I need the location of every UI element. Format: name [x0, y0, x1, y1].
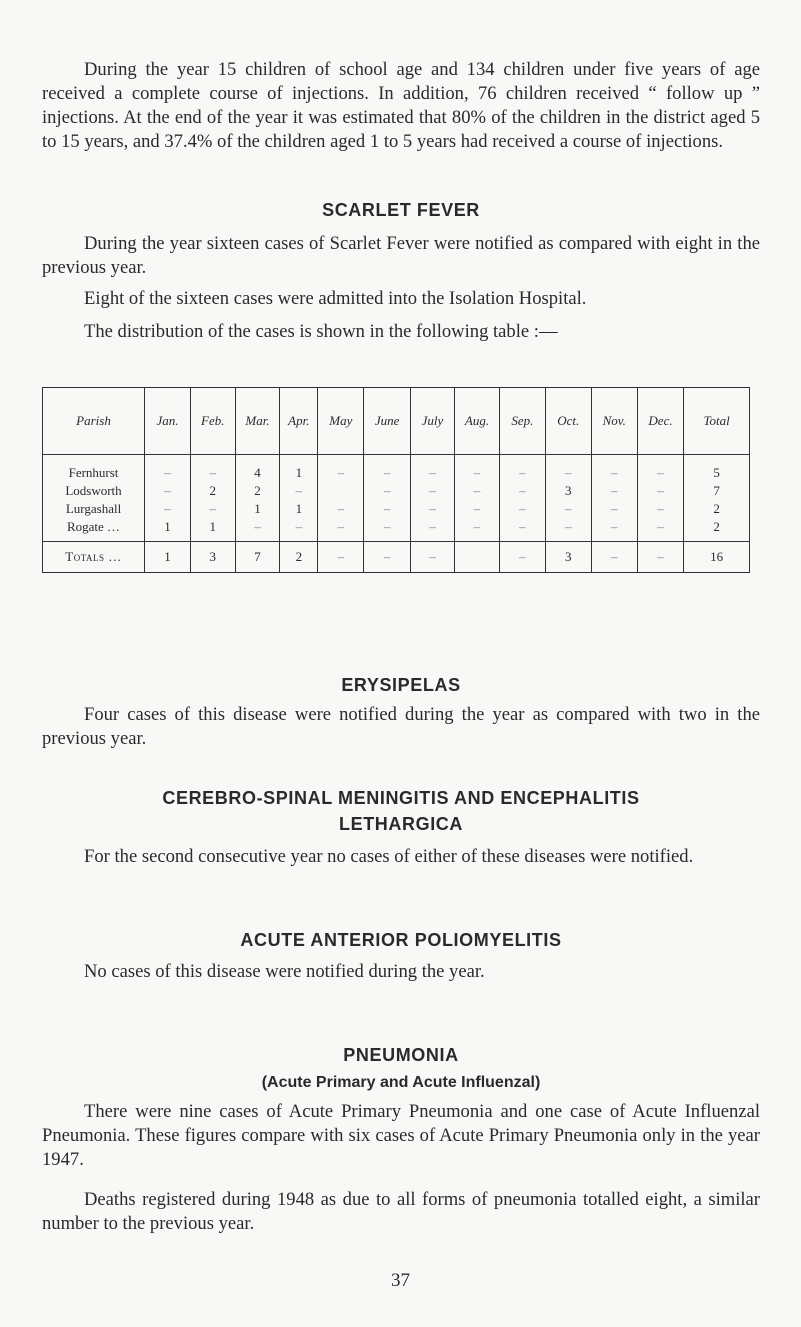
polio-heading: ACUTE ANTERIOR POLIOMYELITIS: [240, 930, 562, 950]
scarlet-fever-paragraph-2: Eight of the sixteen cases were admitted into the Isolation Hospital.: [84, 288, 587, 309]
table-row: [43, 481, 750, 499]
table-header-row: [43, 388, 750, 455]
table-cell: –: [455, 481, 500, 499]
table-cell: –: [145, 455, 191, 482]
table-cell: 1: [190, 517, 235, 542]
table-cell: 1: [280, 499, 318, 517]
parish-name: Lodsworth: [43, 481, 145, 499]
table-cell: –: [318, 499, 364, 517]
table-cell: –: [637, 517, 683, 542]
pneumonia-heading: PNEUMONIA: [343, 1045, 459, 1065]
table-cell: –: [364, 517, 410, 542]
table-cell: 1: [280, 455, 318, 482]
totals-cell: –: [318, 542, 364, 573]
totals-cell: 1: [145, 542, 191, 573]
table-cell: –: [455, 517, 500, 542]
table-header-13: Total: [684, 388, 750, 455]
totals-cell: 3: [545, 542, 591, 573]
scarlet-fever-heading: SCARLET FEVER: [322, 200, 480, 220]
table-cell: 3: [545, 481, 591, 499]
totals-cell: 3: [190, 542, 235, 573]
parish-name: Fernhurst: [43, 455, 145, 482]
table-cell: –: [410, 481, 454, 499]
pneumonia-paragraph-2: Deaths registered during 1948 as due to all forms of pneumonia totalled eight, a similar number to the previous year.: [42, 1189, 760, 1234]
parish-name: Rogate …: [43, 517, 145, 542]
table-cell: –: [318, 455, 364, 482]
erysipelas-paragraph: Four cases of this disease were notified during the year as compared with two in the previous year.: [42, 704, 760, 749]
table-cell: –: [637, 455, 683, 482]
page-number: 37: [391, 1270, 410, 1291]
totals-cell: –: [637, 542, 683, 573]
pneumonia-paragraph-1: There were nine cases of Acute Primary Pneumonia and one case of Acute Influenzal Pneumonia. These figures compare with six cases of Acute Primary Pneumonia only in the year 1947.: [42, 1101, 760, 1170]
table-header-0: Parish: [43, 388, 145, 455]
table-header-6: June: [364, 388, 410, 455]
table-header-1: Jan.: [145, 388, 191, 455]
table-cell: –: [410, 455, 454, 482]
table-cell: –: [190, 455, 235, 482]
table-cell: –: [410, 499, 454, 517]
table-cell: –: [364, 481, 410, 499]
table-cell: –: [318, 517, 364, 542]
table-header-7: July: [410, 388, 454, 455]
table-cell: –: [545, 499, 591, 517]
table-header-10: Oct.: [545, 388, 591, 455]
table-row: [43, 499, 750, 517]
table-cell: –: [591, 517, 637, 542]
totals-label: Totals …: [43, 542, 145, 573]
erysipelas-heading: ERYSIPELAS: [341, 675, 461, 695]
table-cell: 2: [684, 499, 750, 517]
table-cell: –: [637, 481, 683, 499]
polio-paragraph: No cases of this disease were notified during the year.: [84, 961, 485, 982]
table-header-12: Dec.: [637, 388, 683, 455]
table-cell: –: [637, 499, 683, 517]
table-cell: 4: [235, 455, 280, 482]
meningitis-heading-line-1: CEREBRO-SPINAL MENINGITIS AND ENCEPHALITIS: [162, 788, 640, 808]
table-cell: –: [591, 499, 637, 517]
table-header-5: May: [318, 388, 364, 455]
table-cell: –: [455, 455, 500, 482]
table-header-2: Feb.: [190, 388, 235, 455]
table-cell: 2: [684, 517, 750, 542]
table-cell: 7: [684, 481, 750, 499]
table-cell: –: [235, 517, 280, 542]
scarlet-fever-paragraph-1: During the year sixteen cases of Scarlet Fever were notified as compared with eight in the previous year.: [42, 233, 760, 278]
table-cell: –: [145, 481, 191, 499]
meningitis-heading-line-2: LETHARGICA: [339, 814, 463, 834]
totals-cell: –: [410, 542, 454, 573]
table-totals-row: [43, 542, 750, 573]
totals-cell: 7: [235, 542, 280, 573]
table-cell: 2: [235, 481, 280, 499]
table-cell: 1: [145, 517, 191, 542]
table-header-3: Mar.: [235, 388, 280, 455]
table-cell: –: [364, 499, 410, 517]
meningitis-paragraph: For the second consecutive year no cases of either of these diseases were notified.: [84, 846, 694, 867]
table-header-8: Aug.: [455, 388, 500, 455]
table-cell: –: [410, 517, 454, 542]
table-row: [43, 517, 750, 542]
totals-cell: [455, 542, 500, 573]
table-cell: –: [499, 499, 545, 517]
table-cell: –: [190, 499, 235, 517]
table-cell: –: [591, 455, 637, 482]
totals-cell: 2: [280, 542, 318, 573]
table-cell: –: [545, 517, 591, 542]
totals-cell: –: [364, 542, 410, 573]
table-cell: –: [145, 499, 191, 517]
scarlet-fever-distribution-table: [42, 387, 750, 573]
table-header-11: Nov.: [591, 388, 637, 455]
table-cell: –: [591, 481, 637, 499]
table-cell: –: [499, 455, 545, 482]
table-cell: –: [545, 455, 591, 482]
pneumonia-subheading: (Acute Primary and Acute Influenzal): [261, 1074, 541, 1091]
table-cell: –: [280, 517, 318, 542]
intro-paragraph: During the year 15 children of school age and 134 children under five years of age received a complete course of injections. In addition, 76 children received “ follow up ” injections. At the end of the year it was estimated that 80% of the children in the district aged 5 to 15 years, and 37.4% of the children aged 1 to 5 years had received a course of injections.: [42, 59, 760, 152]
table-cell: 1: [235, 499, 280, 517]
table-header-9: Sep.: [499, 388, 545, 455]
table-header-4: Apr.: [280, 388, 318, 455]
table-cell: –: [499, 481, 545, 499]
totals-cell: –: [499, 542, 545, 573]
table-cell: [318, 481, 364, 499]
table-cell: –: [364, 455, 410, 482]
table-cell: –: [455, 499, 500, 517]
table-cell: –: [280, 481, 318, 499]
parish-name: Lurgashall: [43, 499, 145, 517]
table-cell: –: [499, 517, 545, 542]
table-cell: 5: [684, 455, 750, 482]
scarlet-fever-paragraph-3: The distribution of the cases is shown in the following table :—: [84, 321, 558, 342]
table-cell: 2: [190, 481, 235, 499]
totals-cell: 16: [684, 542, 750, 573]
table-row: [43, 455, 750, 482]
totals-cell: –: [591, 542, 637, 573]
